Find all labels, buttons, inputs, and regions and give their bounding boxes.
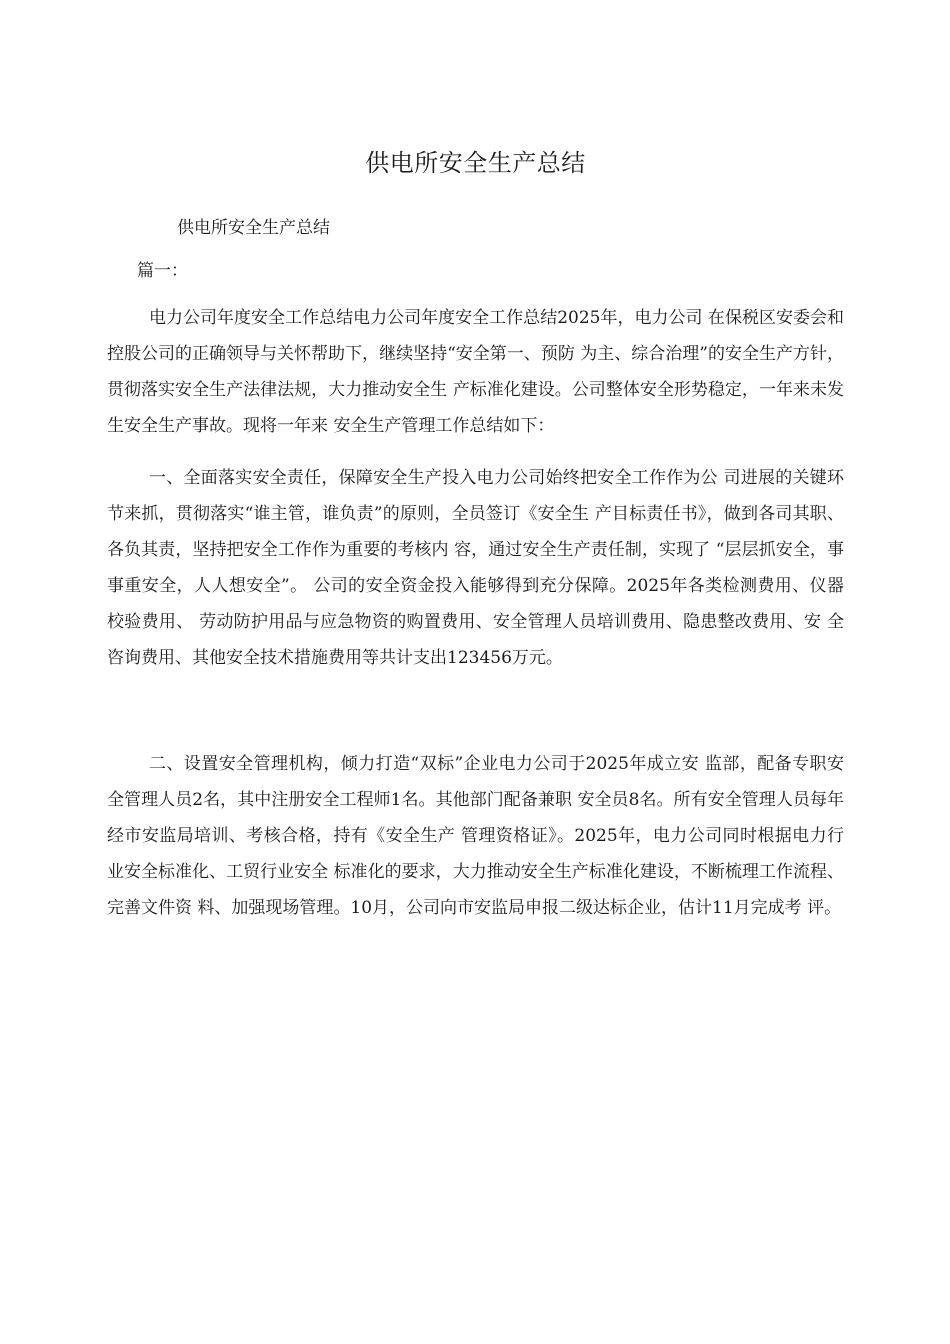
document-title: 供电所安全生产总结 [365, 149, 586, 177]
document-subtitle: 供电所安全生产总结 [177, 218, 330, 238]
paragraph-intro: 电力公司年度安全工作总结电力公司年度安全工作总结2025年，电力公司 在保税区安委会和控股公司的正确领导与关怀帮助下，继续坚持“安全第一、预防 为主、综合治理”的安全生产方针，贯彻落实安全生产法律法规，大力推动安全生 产标准化建设。公司整体安全形势稳定，一年来未发生安全生产事故。现将一年来 安全生产管理工作总结如下： [107, 308, 844, 436]
paragraph-section-2: 二、设置安全管理机构，倾力打造“双标”企业电力公司于2025年成立安 监部，配备专职安全管理人员2名，其中注册安全工程师1名。其他部门配备兼职 安全员8名。所有安全管理人员每年经市安监局培训、考核合格，持有《安全生产 管理资格证》。2025年，电力公司同时根据电力行业安全标准化、工贸行业安全 标准化的要求，大力推动安全生产标准化建设，不断梳理工作流程、完善文件资 料、加强现场管理。10月，公司向市安监局申报二级达标企业，估计11月完成考 评。 [107, 754, 844, 918]
section-label: 篇一： [137, 261, 188, 281]
paragraph-section-1: 一、全面落实安全责任，保障安全生产投入电力公司始终把安全工作作为公 司进展的关键环节来抓，贯彻落实“谁主管，谁负责”的原则，全员签订《安全生 产目标责任书》，做到各司其职、各负其责，坚持把安全工作作为重要的考核内 容，通过安全生产责任制，实现了 “层层抓安全，事事重安全，人人想安全”。 公司的安全资金投入能够得到充分保障。2025年各类检测费用、仪器校验费用、 劳动防护用品与应急物资的购置费用、安全管理人员培训费用、隐患整改费用、安 全咨询费用、其他安全技术措施费用等共计支出123456万元。 [107, 468, 844, 668]
